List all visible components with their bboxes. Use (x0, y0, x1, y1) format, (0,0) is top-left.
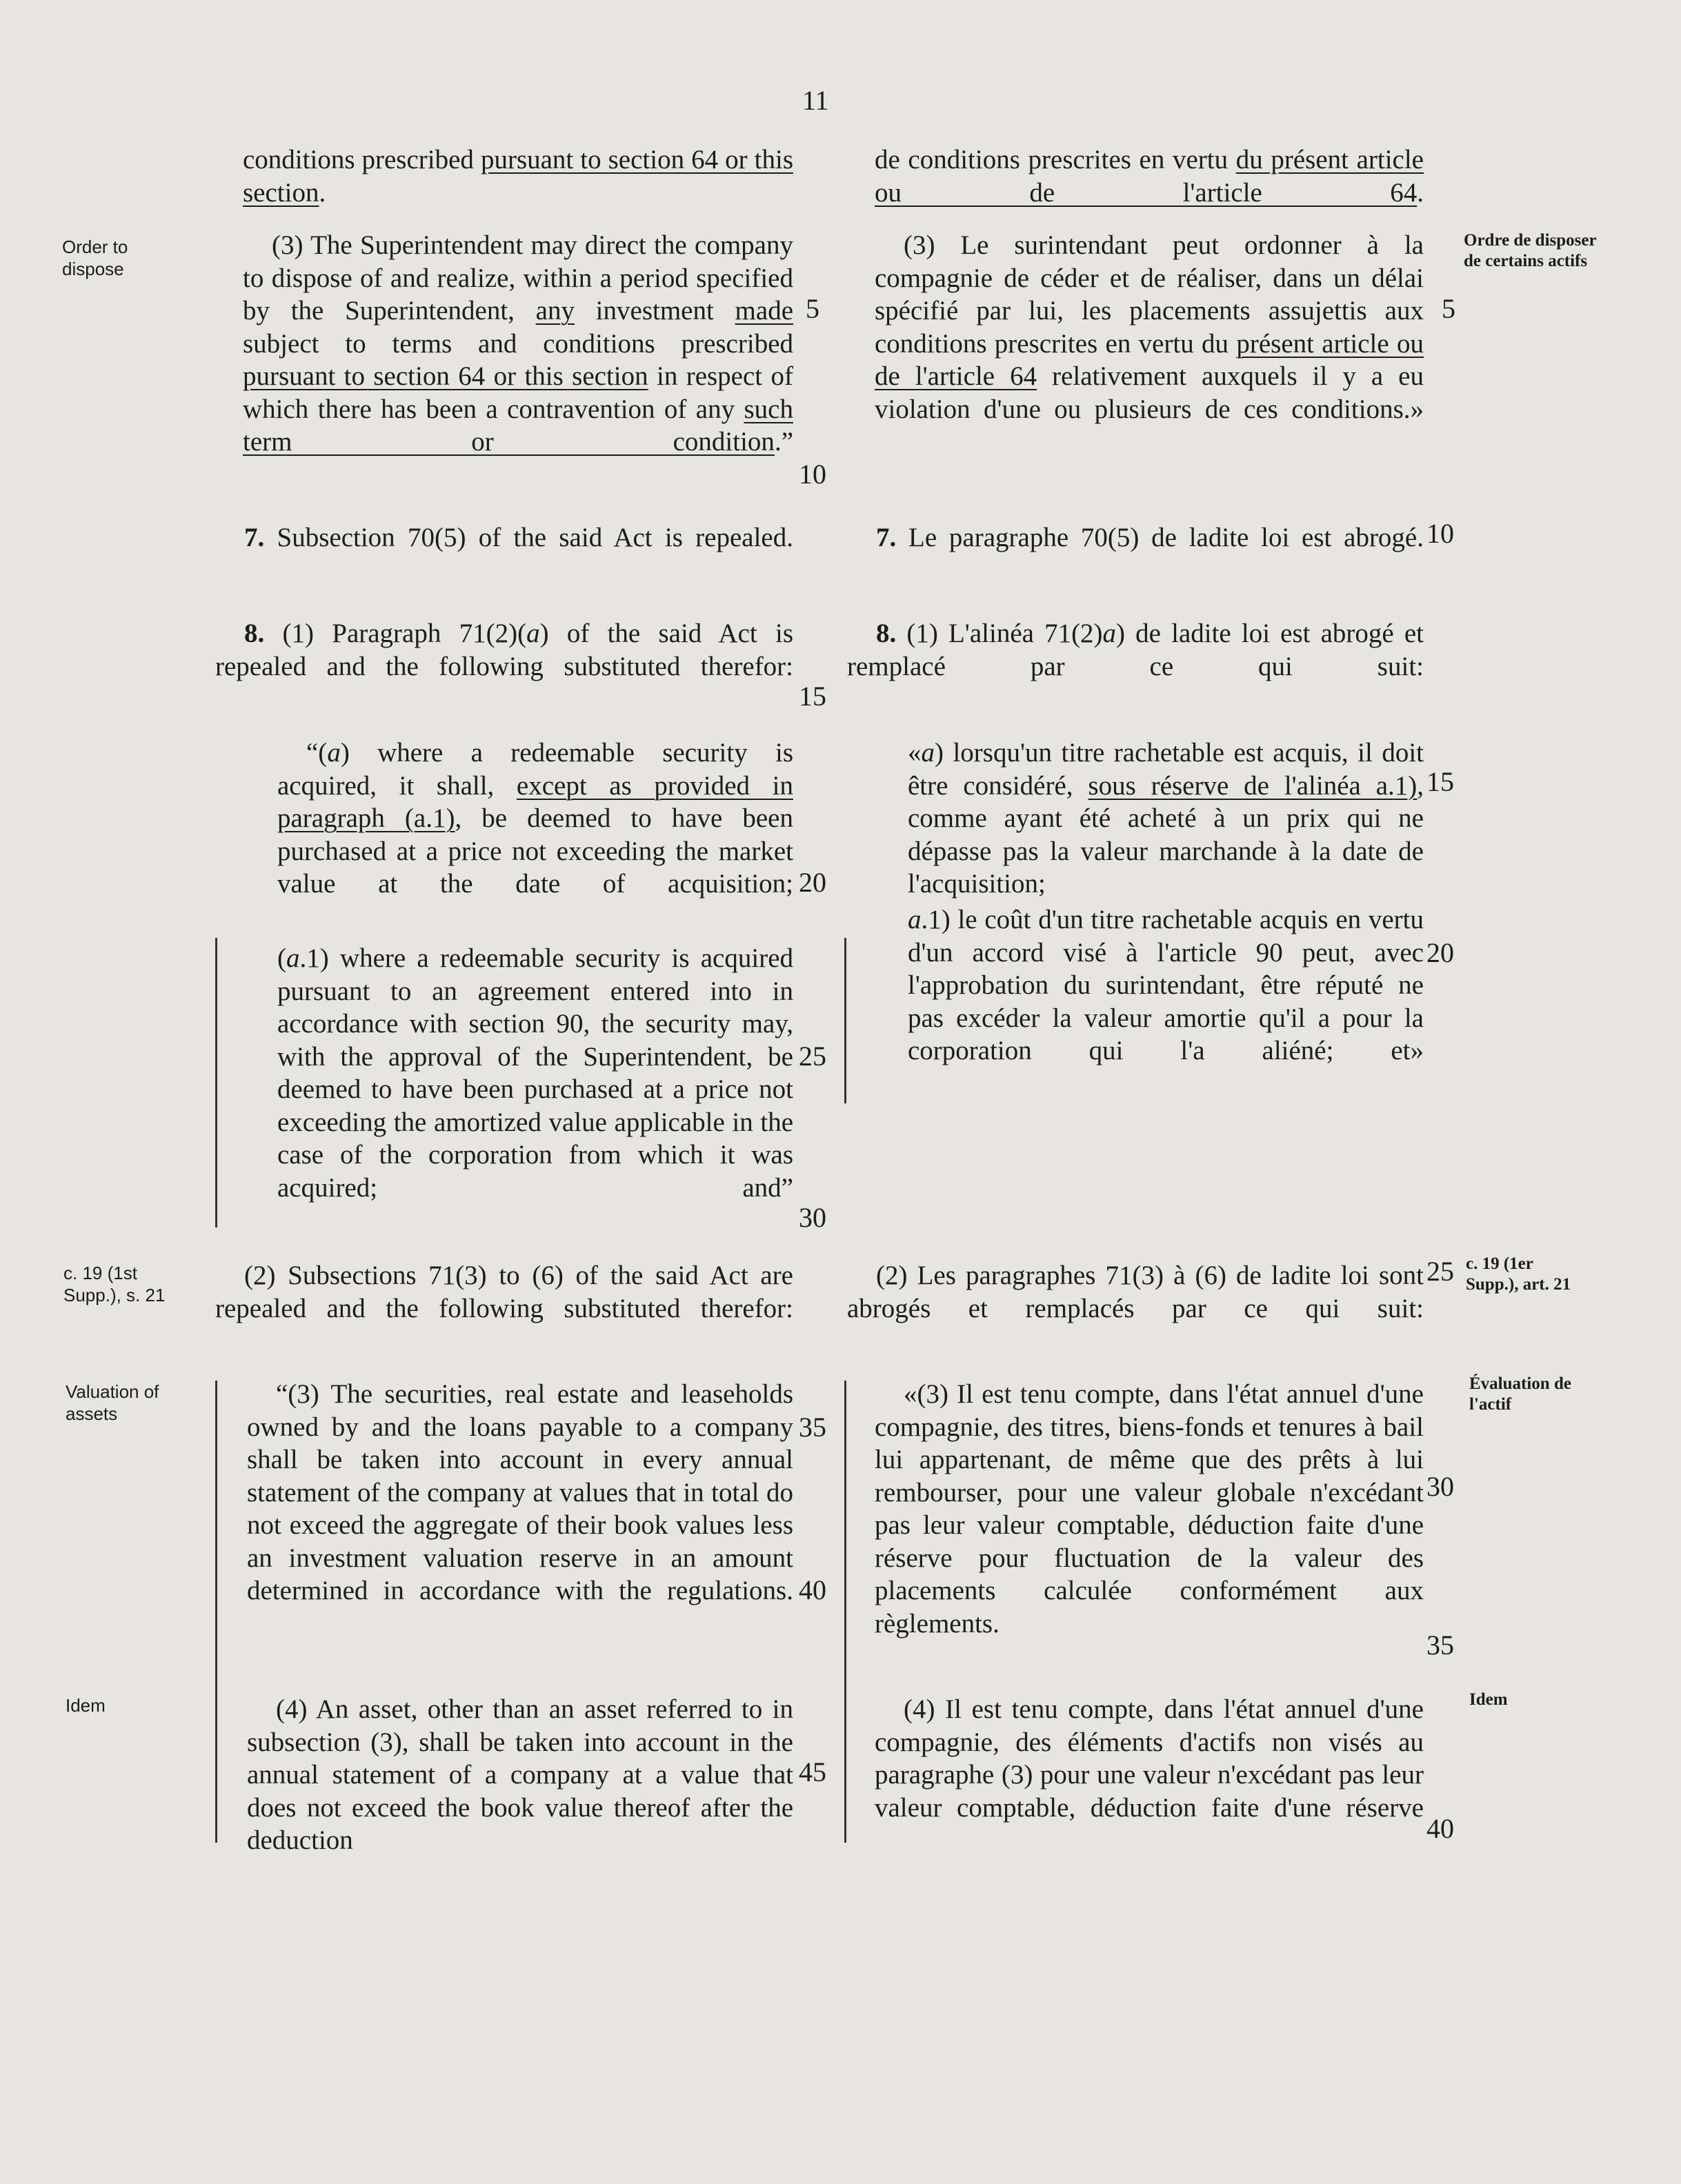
margin-note-valuation: Valuation of assets (66, 1381, 159, 1424)
line-number: 20 (799, 867, 826, 898)
en-section-8-1: 8. (1) Paragraph 71(2)(a) of the said Act is repealed and the following substituted therefor: (215, 619, 794, 681)
fr-continuation: de conditions prescrites en vertu du présent article ou de l'article 64. (875, 145, 1424, 208)
en-paragraph-a1: (a.1) where a redeemable security is acquired pursuant to an agreement entered into in accordance with section 90, the security may, with the approval of the Superintendent, be deemed to have been purchased at a price not exceeding the amortized value applicable in the case of the corporation from which it was acquired; and” (277, 943, 793, 1203)
en-section-8-2: (2) Subsections 71(3) to (6) of the said Act are repealed and the following substituted therefor: (215, 1261, 793, 1323)
margin-note-idem: Idem (66, 1695, 106, 1716)
line-number: 5 (1442, 293, 1455, 324)
fr-subsection-71-3: «(3) Il est tenu compte, dans l'état annuel d'une compagnie, des titres, biens-fonds et tenures à bail lui appartenant, de même que des prêts à lui rembourser, pour une valeur globale n'excédant pas leur valeur comptable, déduction faite d'une réserve pour fluctuation de la valeur des placements calculée conformément aux règlements. (875, 1379, 1424, 1639)
en-subsection-71-3: “(3) The securities, real estate and leaseholds owned by and the loans payable to a company shall be taken into account in every annual statement of the company at values that in total do not exceed the aggregate of their book values less an investment valuation reserve in an amount determined in accordance with the regulations. (247, 1379, 793, 1605)
line-number: 30 (1426, 1471, 1454, 1502)
margin-note-ordre: Ordre de disposer de certains actifs (1464, 231, 1597, 270)
fr-section-8-1: 8. (1) L'alinéa 71(2)a) de ladite loi est abrogé et remplacé par ce qui suit: (847, 619, 1424, 681)
line-number: 25 (1426, 1256, 1454, 1287)
en-subsection-71-4: (4) An asset, other than an asset referred to in subsection (3), shall be taken into account in the annual statement of a company at a value that does not exceed the book value thereof after the deduction (247, 1694, 793, 1855)
line-number: 20 (1426, 937, 1454, 968)
change-bar-en-a1-right (844, 938, 846, 1103)
fr-subsection-71-4: (4) Il est tenu compte, dans l'état annuel d'une compagnie, des éléments d'actifs non visés au paragraphe (3) pour une valeur n'excédant pas leur valeur comptable, déduction faite d'une réserve (875, 1694, 1424, 1823)
margin-note-c19: c. 19 (1st Supp.), s. 21 (63, 1263, 166, 1305)
fr-subsection-6-3: (3) Le surintendant peut ordonner à la compagnie de céder et de réaliser, dans un délai spécifié par lui, les placements assujettis aux conditions prescrites en vertu du présent article ou de l'article 64 relativement auxquels il y a eu violation d'une ou plusieurs de ces conditions.» (875, 230, 1424, 424)
change-bar-en-a1 (215, 938, 217, 1228)
change-bar-fr-71 (844, 1381, 846, 1843)
line-number: 35 (1426, 1630, 1454, 1661)
fr-paragraph-a: «a) lorsqu'un titre rachetable est acquis, il doit être considéré, sous réserve de l'alinéa a.1), comme ayant été acheté à un prix qui ne dépasse pas la valeur marchande à la date de l'acquisition; (908, 738, 1424, 899)
line-number: 25 (799, 1041, 826, 1072)
fr-paragraph-a1: a.1) le coût d'un titre rachetable acquis en vertu d'un accord visé à l'article 90 peut, avec l'approbation du surintendant, être réputé ne pas excéder la valeur amortie qu'il a pour la corporation qui l'a aliéné; et» (908, 905, 1424, 1065)
en-continuation: conditions prescribed pursuant to section 64 or this section. (243, 145, 793, 208)
line-number: 35 (799, 1412, 826, 1443)
margin-note-evaluation: Évaluation de l'actif (1469, 1374, 1571, 1414)
line-number: 30 (799, 1202, 826, 1233)
line-number: 40 (1426, 1813, 1454, 1844)
page-number: 11 (802, 85, 829, 116)
en-section-7: 7. Subsection 70(5) of the said Act is repealed. (244, 523, 793, 552)
line-number: 15 (1426, 766, 1454, 797)
en-subsection-6-3: (3) The Superintendent may direct the company to dispose of and realize, within a period specified by the Superintendent, any investment made subject to terms and conditions prescribed pursuant to section 64 or this section in respect of which there has been a contravention of any such term or condition.” (243, 230, 794, 457)
change-bar-en-71 (215, 1381, 217, 1843)
line-number: 45 (799, 1756, 826, 1787)
line-number: 15 (799, 681, 826, 712)
line-number: 5 (806, 293, 819, 324)
margin-note-c19-fr: c. 19 (1er Supp.), art. 21 (1466, 1254, 1571, 1294)
fr-section-8-2: (2) Les paragraphes 71(3) à (6) de ladite loi sont abrogés et remplacés par ce qui suit: (847, 1261, 1424, 1323)
line-number: 10 (1426, 518, 1454, 549)
line-number: 10 (799, 459, 826, 490)
line-number: 40 (799, 1574, 826, 1605)
en-paragraph-a: “(a) where a redeemable security is acquired, it shall, except as provided in paragraph (a.1), be deemed to have been purchased at a price not exceeding the market value at the date of acquisition; (277, 738, 793, 899)
margin-note-order-to-dispose: Order to dispose (62, 237, 128, 279)
fr-section-7: 7. Le paragraphe 70(5) de ladite loi est abrogé. (876, 523, 1424, 552)
margin-note-idem-fr: Idem (1469, 1690, 1508, 1709)
